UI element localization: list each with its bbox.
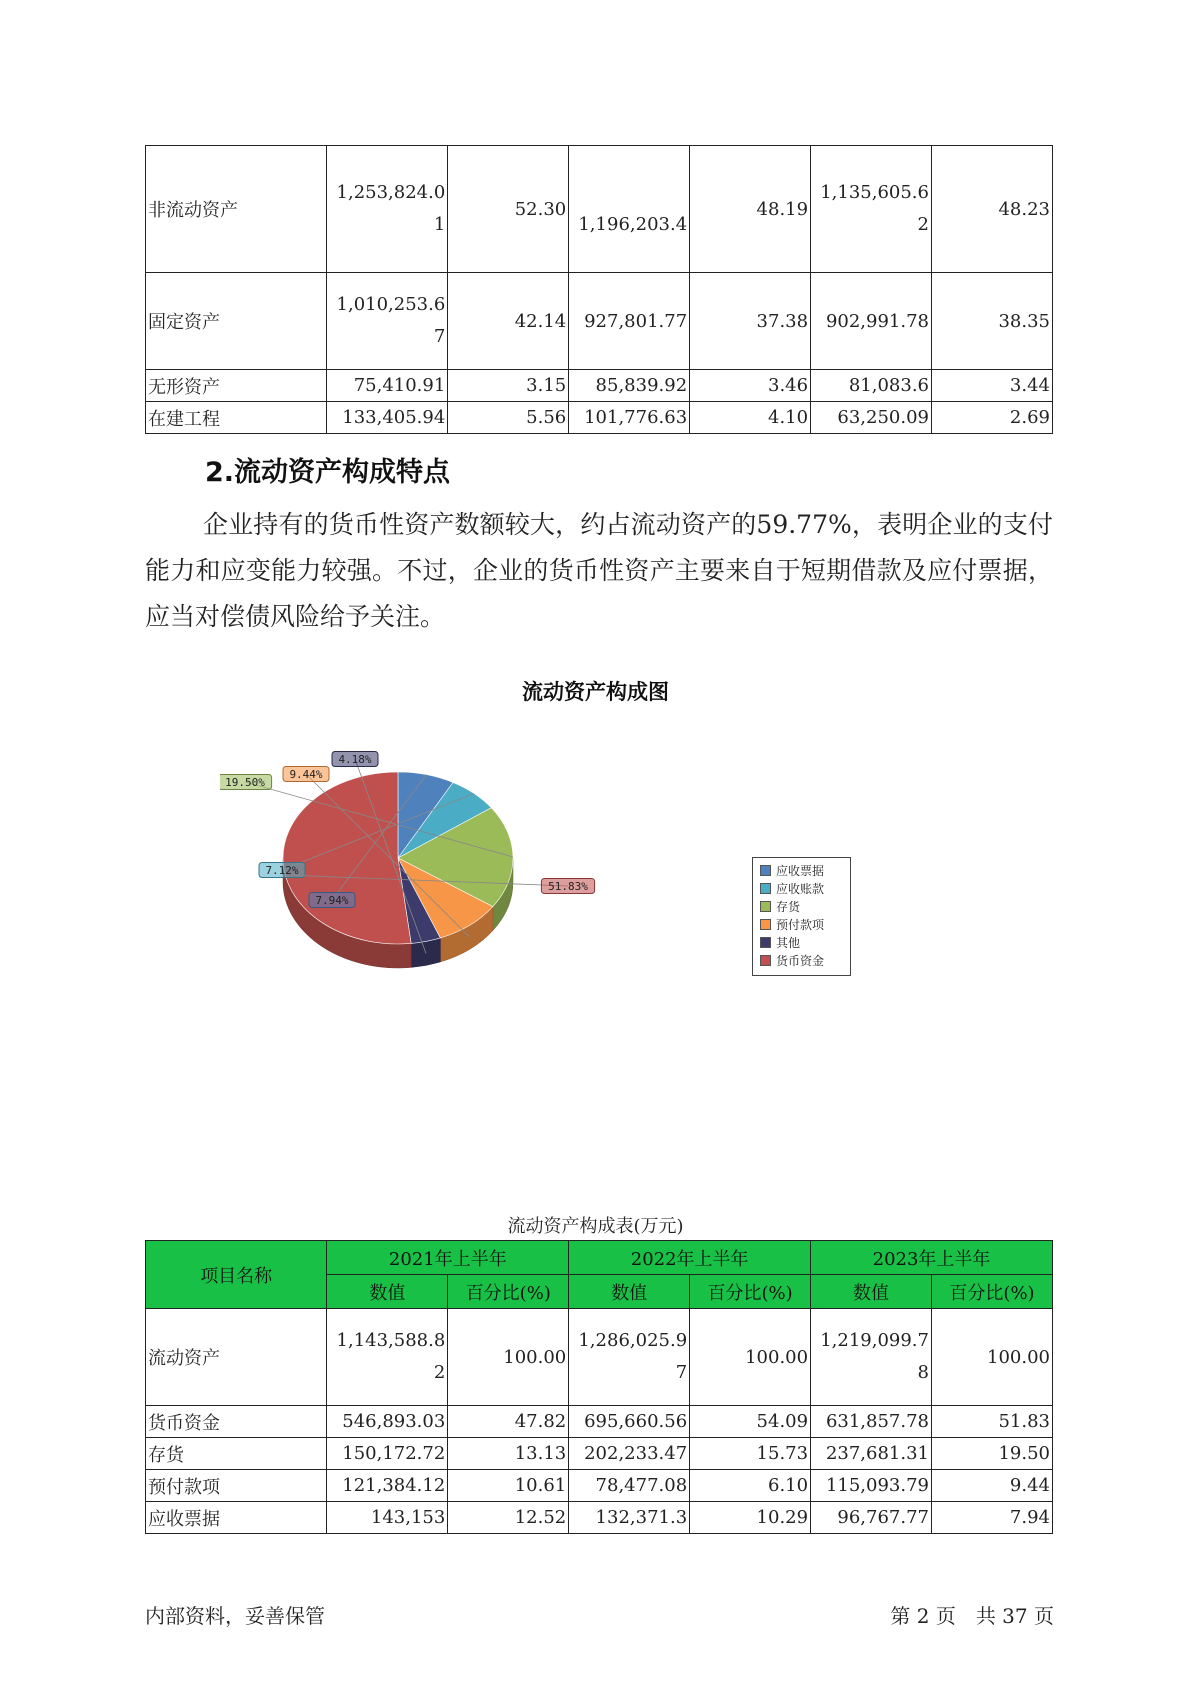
table-row [146, 1438, 1053, 1470]
legend-swatch [760, 955, 771, 966]
table-row [146, 1309, 1053, 1406]
svg-text:7.12%: 7.12% [265, 864, 299, 877]
header-value: 数值 [569, 1275, 690, 1309]
chart-legend [752, 857, 851, 976]
row-label: 应收票据 [146, 1502, 327, 1534]
row-label: 非流动资产 [146, 146, 327, 273]
footer-confidential-note: 内部资料，妥善保管 [145, 1604, 325, 1628]
cell-value: 150,172.72 [327, 1438, 448, 1470]
cell-value: 1,286,025.97 [569, 1309, 690, 1406]
cell-value: 546,893.03 [327, 1406, 448, 1438]
legend-swatch [760, 937, 771, 948]
table-caption: 流动资产构成表(万元) [507, 1216, 684, 1237]
legend-item [760, 951, 846, 969]
svg-text:9.44%: 9.44% [289, 768, 323, 781]
legend-swatch [760, 883, 771, 894]
cell-percent: 100.00 [690, 1309, 811, 1406]
cell-value: 63,250.09 [811, 402, 932, 434]
pie-chart [220, 720, 640, 990]
legend-label: 其他 [776, 935, 801, 950]
cell-percent: 6.10 [690, 1470, 811, 1502]
header-percent: 百分比(%) [690, 1275, 811, 1309]
row-label: 在建工程 [146, 402, 327, 434]
svg-text:51.83%: 51.83% [548, 880, 588, 893]
cell-value: 1,143,588.82 [327, 1309, 448, 1406]
cell-value: 237,681.31 [811, 1438, 932, 1470]
cell-percent: 13.13 [448, 1438, 569, 1470]
cell-percent: 100.00 [932, 1309, 1053, 1406]
table-row [146, 273, 1053, 370]
row-label: 预付款项 [146, 1470, 327, 1502]
cell-value: 96,767.77 [811, 1502, 932, 1534]
cell-value: 143,153 [327, 1502, 448, 1534]
cell-value: 75,410.91 [327, 370, 448, 402]
svg-text:7.94%: 7.94% [315, 894, 349, 907]
cell-value: 202,233.47 [569, 1438, 690, 1470]
legend-swatch [760, 901, 771, 912]
svg-text:19.50%: 19.50% [225, 776, 265, 789]
table-header-row [146, 1241, 1053, 1275]
cell-value: 695,660.56 [569, 1406, 690, 1438]
cell-percent: 54.09 [690, 1406, 811, 1438]
header-item-name: 项目名称 [146, 1241, 327, 1309]
current-assets-table [145, 1240, 1053, 1534]
cell-value: 78,477.08 [569, 1470, 690, 1502]
pie-top [283, 772, 513, 944]
non-current-assets-table [145, 145, 1053, 434]
cell-value: 1,135,605.62 [811, 146, 932, 273]
cell-value: 133,405.94 [327, 402, 448, 434]
cell-value: 631,857.78 [811, 1406, 932, 1438]
legend-item [760, 861, 846, 879]
cell-percent: 47.82 [448, 1406, 569, 1438]
legend-label: 应收账款 [776, 881, 825, 896]
cell-percent: 48.19 [690, 146, 811, 273]
header-2021: 2021年上半年 [327, 1241, 569, 1275]
cell-value: 132,371.3 [569, 1502, 690, 1534]
section-heading: 2.流动资产构成特点 [205, 457, 451, 488]
table-row [146, 402, 1053, 434]
cell-percent: 7.94 [932, 1502, 1053, 1534]
cell-value: 121,384.12 [327, 1470, 448, 1502]
table-row [146, 370, 1053, 402]
footer-page-number: 第 2 页 共 37 页 [890, 1604, 1054, 1628]
cell-percent: 51.83 [932, 1406, 1053, 1438]
cell-percent: 4.10 [690, 402, 811, 434]
cell-value: 1,253,824.01 [327, 146, 448, 273]
header-2023: 2023年上半年 [811, 1241, 1053, 1275]
cell-value: 101,776.63 [569, 402, 690, 434]
header-percent: 百分比(%) [448, 1275, 569, 1309]
cell-percent: 19.50 [932, 1438, 1053, 1470]
cell-percent: 52.30 [448, 146, 569, 273]
cell-percent: 15.73 [690, 1438, 811, 1470]
legend-swatch [760, 919, 771, 930]
legend-item [760, 933, 846, 951]
table-row [146, 1502, 1053, 1534]
cell-percent: 10.29 [690, 1502, 811, 1534]
header-percent: 百分比(%) [932, 1275, 1053, 1309]
table-row [146, 146, 1053, 273]
legend-item [760, 897, 846, 915]
legend-swatch [760, 865, 771, 876]
cell-percent: 37.38 [690, 273, 811, 370]
row-label: 货币资金 [146, 1406, 327, 1438]
row-label: 存货 [146, 1438, 327, 1470]
table-row [146, 1470, 1053, 1502]
cell-percent: 5.56 [448, 402, 569, 434]
cell-percent: 100.00 [448, 1309, 569, 1406]
row-label: 流动资产 [146, 1309, 327, 1406]
legend-item [760, 879, 846, 897]
svg-text:4.18%: 4.18% [338, 753, 372, 766]
chart-title: 流动资产构成图 [522, 680, 669, 704]
cell-value: 1,219,099.78 [811, 1309, 932, 1406]
header-value: 数值 [811, 1275, 932, 1309]
legend-label: 货币资金 [776, 953, 825, 968]
cell-percent: 12.52 [448, 1502, 569, 1534]
cell-value: 115,093.79 [811, 1470, 932, 1502]
cell-value: 927,801.77 [569, 273, 690, 370]
cell-percent: 38.35 [932, 273, 1053, 370]
table-row [146, 1406, 1053, 1438]
header-value: 数值 [327, 1275, 448, 1309]
section-paragraph: 企业持有的货币性资产数额较大，约占流动资产的59.77%，表明企业的支付能力和应变能力较强。不过，企业的货币性资产主要来自于短期借款及应付票据，应当对偿债风险给予关注。 [145, 510, 1053, 631]
legend-label: 存货 [776, 899, 801, 914]
cell-percent: 48.23 [932, 146, 1053, 273]
legend-label: 预付款项 [776, 917, 825, 932]
cell-value: 1,010,253.67 [327, 273, 448, 370]
cell-percent: 42.14 [448, 273, 569, 370]
cell-percent: 3.44 [932, 370, 1053, 402]
cell-percent: 9.44 [932, 1470, 1053, 1502]
cell-value: 85,839.92 [569, 370, 690, 402]
cell-value: 1,196,203.4 [569, 146, 690, 273]
cell-value: 902,991.78 [811, 273, 932, 370]
row-label: 固定资产 [146, 273, 327, 370]
cell-percent: 3.46 [690, 370, 811, 402]
cell-value: 81,083.6 [811, 370, 932, 402]
cell-percent: 10.61 [448, 1470, 569, 1502]
legend-label: 应收票据 [776, 863, 825, 878]
row-label: 无形资产 [146, 370, 327, 402]
cell-percent: 2.69 [932, 402, 1053, 434]
cell-percent: 3.15 [448, 370, 569, 402]
legend-item [760, 915, 846, 933]
header-2022: 2022年上半年 [569, 1241, 811, 1275]
